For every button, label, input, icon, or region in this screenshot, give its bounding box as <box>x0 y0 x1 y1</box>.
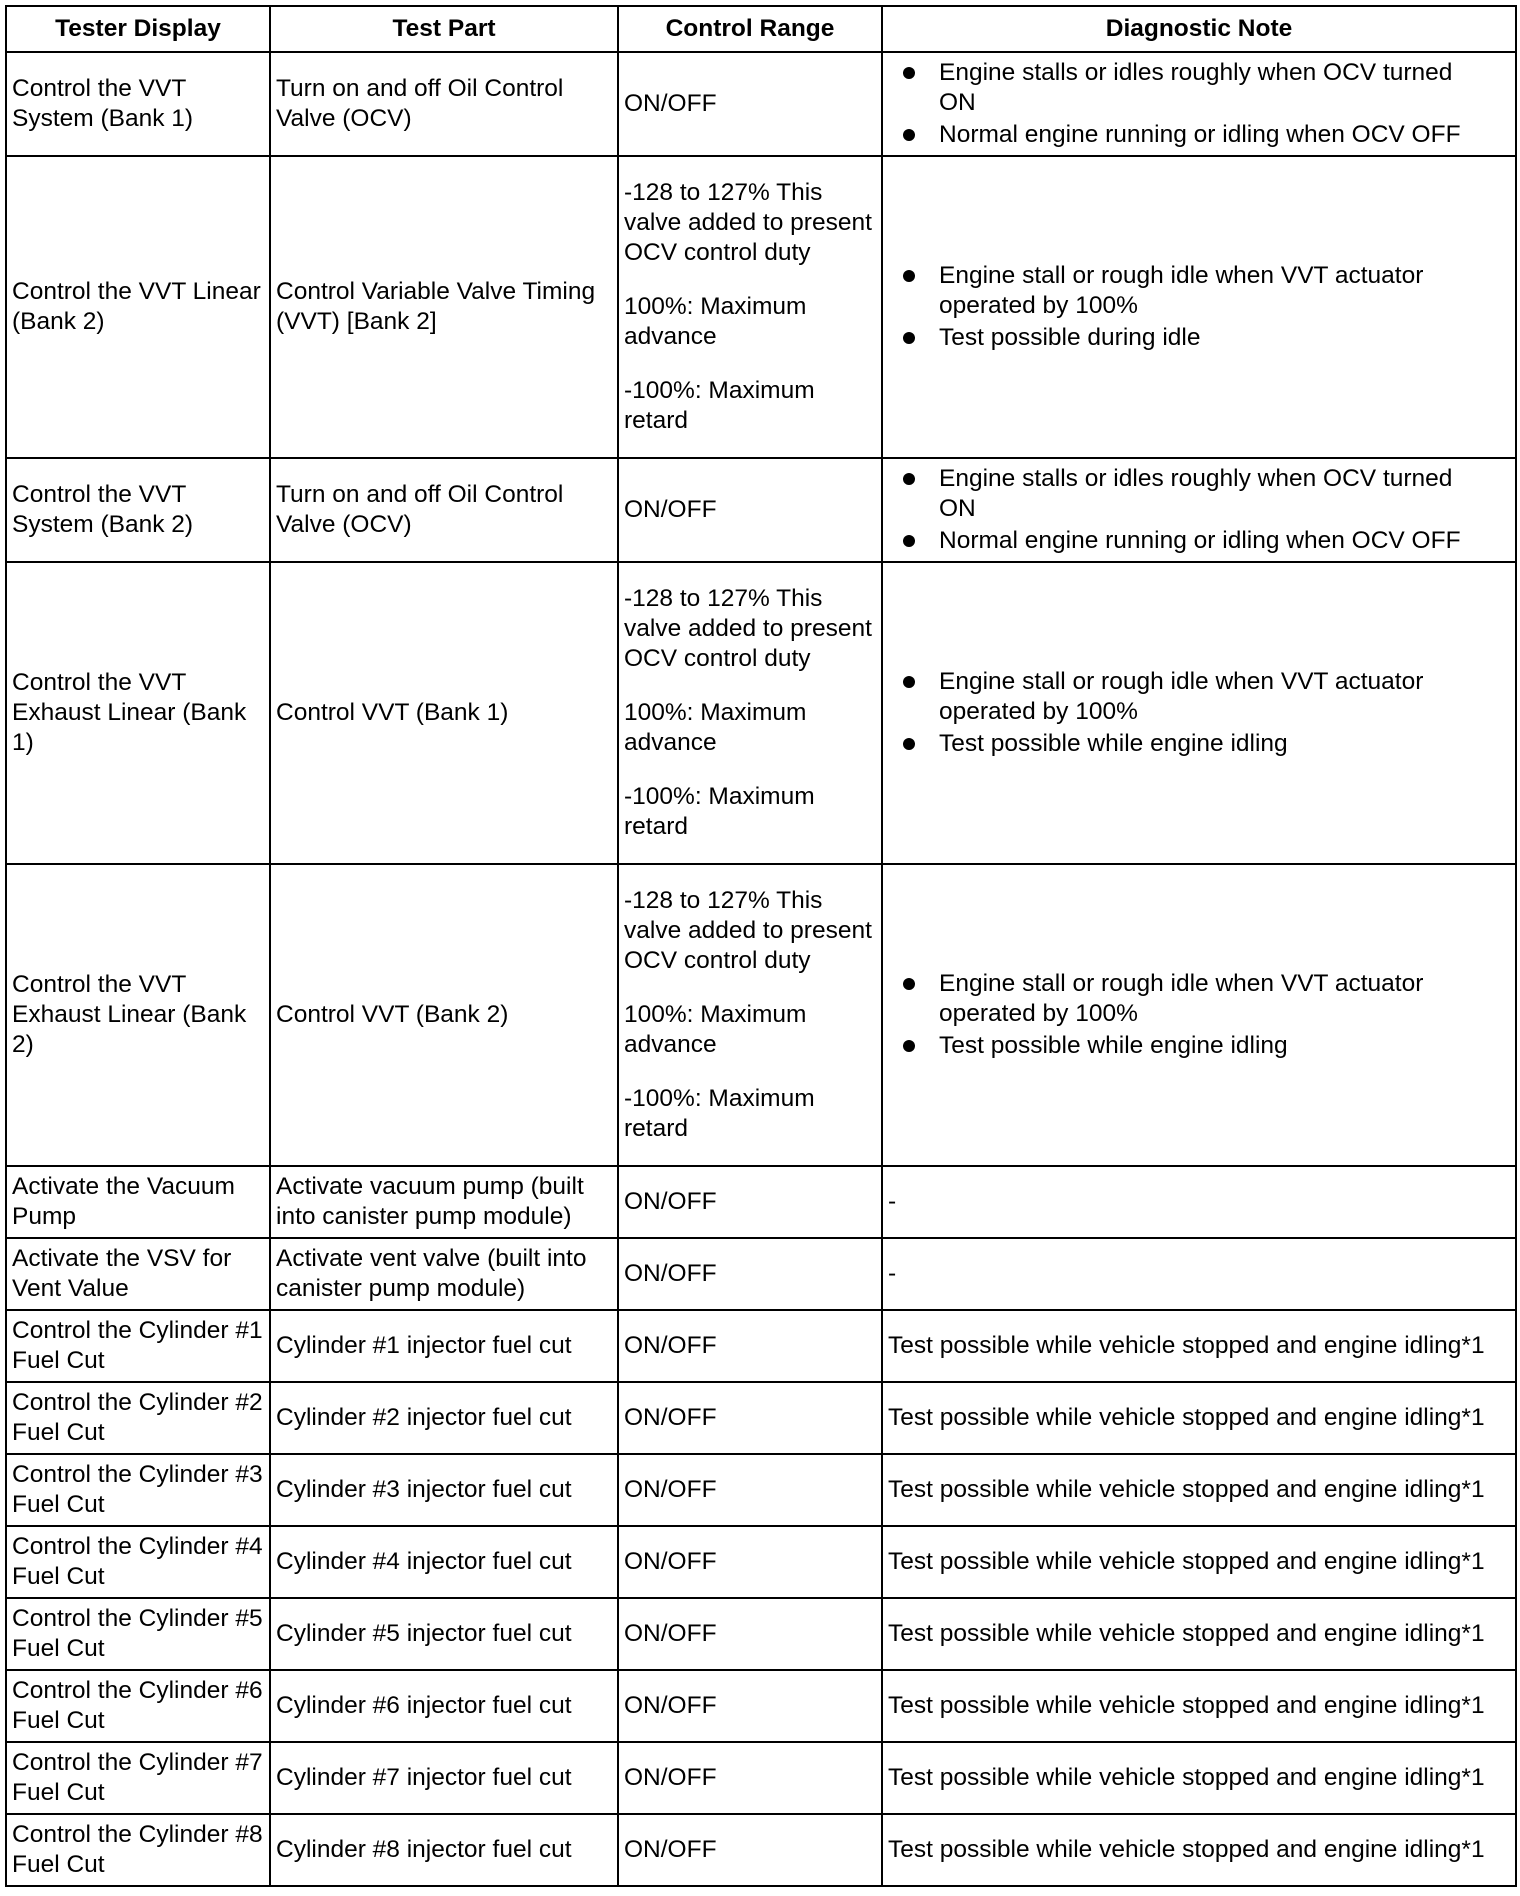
tester-display-cell: Control the Cylinder #3 Fuel Cut <box>6 1454 270 1526</box>
control-range-line: ON/OFF <box>624 1620 717 1647</box>
table-row <box>6 458 1516 562</box>
diagnostic-note-cell: Test possible while vehicle stopped and engine idling*1 <box>882 1526 1516 1598</box>
header-control-range: Control Range <box>618 6 882 52</box>
diagnostic-note-item <box>903 261 1495 321</box>
diagnostic-note-cell: Test possible while vehicle stopped and engine idling*1 <box>882 1598 1516 1670</box>
test-part-cell: Control VVT (Bank 1) <box>270 562 618 864</box>
diagnostic-note-text: Engine stall or rough idle when VVT actuator operated by 100% <box>939 668 1424 725</box>
active-test-table <box>5 5 1517 1887</box>
table-row <box>6 1454 1516 1526</box>
tester-display-cell: Activate the Vacuum Pump <box>6 1166 270 1238</box>
table-row <box>6 52 1516 156</box>
diagnostic-note-list <box>903 969 1495 1061</box>
tester-display-cell: Control the Cylinder #7 Fuel Cut <box>6 1742 270 1814</box>
tester-display-cell: Control the VVT System (Bank 1) <box>6 52 270 156</box>
test-part-cell: Cylinder #2 injector fuel cut <box>270 1382 618 1454</box>
header-tester-display: Tester Display <box>6 6 270 52</box>
test-part-cell: Cylinder #6 injector fuel cut <box>270 1670 618 1742</box>
control-range-cell <box>618 1598 882 1670</box>
test-part-cell: Activate vacuum pump (built into canister pump module) <box>270 1166 618 1238</box>
diagnostic-note-cell: Test possible while vehicle stopped and engine idling*1 <box>882 1742 1516 1814</box>
tester-display-cell: Control the Cylinder #2 Fuel Cut <box>6 1382 270 1454</box>
diagnostic-note-cell <box>882 458 1516 562</box>
bullet-icon <box>903 332 915 344</box>
test-part-cell: Control Variable Valve Timing (VVT) [Bank 2] <box>270 156 618 458</box>
diagnostic-note-cell: - <box>882 1166 1516 1238</box>
diagnostic-note-cell <box>882 562 1516 864</box>
table-row <box>6 1598 1516 1670</box>
diagnostic-note-cell: - <box>882 1238 1516 1310</box>
control-range-cell <box>618 1310 882 1382</box>
control-range-line: 100%: Maximum advance <box>624 293 807 350</box>
control-range-line: ON/OFF <box>624 1836 717 1863</box>
control-range-line: -128 to 127% This valve added to present OCV control duty <box>624 585 872 672</box>
diagnostic-note-text: Test possible while engine idling <box>939 730 1288 757</box>
control-range-line: ON/OFF <box>624 1188 717 1215</box>
test-part-cell: Cylinder #5 injector fuel cut <box>270 1598 618 1670</box>
tester-display-cell: Control the VVT System (Bank 2) <box>6 458 270 562</box>
control-range-cell <box>618 52 882 156</box>
diagnostic-note-cell: Test possible while vehicle stopped and engine idling*1 <box>882 1670 1516 1742</box>
control-range-line: ON/OFF <box>624 1260 717 1287</box>
table-row <box>6 1814 1516 1886</box>
diagnostic-note-cell <box>882 864 1516 1166</box>
bullet-icon <box>903 738 915 750</box>
control-range-line: 100%: Maximum advance <box>624 1001 807 1058</box>
control-range-cell <box>618 1670 882 1742</box>
diagnostic-note-item <box>903 323 1495 353</box>
tester-display-cell: Control the VVT Linear (Bank 2) <box>6 156 270 458</box>
table-row <box>6 156 1516 458</box>
control-range-line: ON/OFF <box>624 1548 717 1575</box>
table-row <box>6 1310 1516 1382</box>
diagnostic-note-text: Engine stall or rough idle when VVT actuator operated by 100% <box>939 262 1424 319</box>
diagnostic-note-item <box>903 1031 1495 1061</box>
diagnostic-note-text: Test possible during idle <box>939 324 1201 351</box>
table-row <box>6 562 1516 864</box>
diagnostic-note-text: Test possible while engine idling <box>939 1032 1288 1059</box>
control-range-cell <box>618 1814 882 1886</box>
diagnostic-note-text: Engine stalls or idles roughly when OCV turned ON <box>939 59 1453 116</box>
bullet-icon <box>903 978 915 990</box>
test-part-cell: Cylinder #1 injector fuel cut <box>270 1310 618 1382</box>
control-range-line: -128 to 127% This valve added to present OCV control duty <box>624 887 872 974</box>
control-range-cell <box>618 1526 882 1598</box>
test-part-cell: Activate vent valve (built into canister pump module) <box>270 1238 618 1310</box>
control-range-line: ON/OFF <box>624 496 717 523</box>
control-range-line: ON/OFF <box>624 1764 717 1791</box>
table-row <box>6 1166 1516 1238</box>
control-range-line: -128 to 127% This valve added to present OCV control duty <box>624 179 872 266</box>
diagnostic-note-text: Normal engine running or idling when OCV OFF <box>939 527 1461 554</box>
test-part-cell: Cylinder #3 injector fuel cut <box>270 1454 618 1526</box>
test-part-cell: Turn on and off Oil Control Valve (OCV) <box>270 458 618 562</box>
diagnostic-note-item <box>903 120 1495 150</box>
diagnostic-note-list <box>903 261 1495 353</box>
diagnostic-note-list <box>903 464 1495 556</box>
tester-display-cell: Control the Cylinder #5 Fuel Cut <box>6 1598 270 1670</box>
diagnostic-note-item <box>903 667 1495 727</box>
bullet-icon <box>903 1040 915 1052</box>
diagnostic-note-item <box>903 464 1495 524</box>
control-range-line: -100%: Maximum retard <box>624 1085 815 1142</box>
table-row <box>6 1382 1516 1454</box>
control-range-cell <box>618 562 882 864</box>
diagnostic-note-item <box>903 526 1495 556</box>
bullet-icon <box>903 270 915 282</box>
control-range-cell <box>618 1382 882 1454</box>
diagnostic-note-cell: Test possible while vehicle stopped and engine idling*1 <box>882 1454 1516 1526</box>
control-range-line: ON/OFF <box>624 1332 717 1359</box>
tester-display-cell: Control the Cylinder #8 Fuel Cut <box>6 1814 270 1886</box>
control-range-cell <box>618 156 882 458</box>
test-part-cell: Cylinder #4 injector fuel cut <box>270 1526 618 1598</box>
tester-display-cell: Control the Cylinder #1 Fuel Cut <box>6 1310 270 1382</box>
control-range-cell <box>618 1742 882 1814</box>
bullet-icon <box>903 535 915 547</box>
table-row <box>6 864 1516 1166</box>
diagnostic-note-cell <box>882 52 1516 156</box>
diagnostic-note-text: Engine stall or rough idle when VVT actuator operated by 100% <box>939 970 1424 1027</box>
control-range-line: ON/OFF <box>624 90 717 117</box>
bullet-icon <box>903 676 915 688</box>
tester-display-cell: Control the VVT Exhaust Linear (Bank 2) <box>6 864 270 1166</box>
control-range-cell <box>618 864 882 1166</box>
diagnostic-note-list <box>903 667 1495 759</box>
diagnostic-note-cell: Test possible while vehicle stopped and engine idling*1 <box>882 1382 1516 1454</box>
control-range-line: -100%: Maximum retard <box>624 377 815 434</box>
header-test-part: Test Part <box>270 6 618 52</box>
test-part-cell: Cylinder #7 injector fuel cut <box>270 1742 618 1814</box>
diagnostic-note-text: Engine stalls or idles roughly when OCV turned ON <box>939 465 1453 522</box>
control-range-cell <box>618 1454 882 1526</box>
diagnostic-note-cell <box>882 156 1516 458</box>
table-header-row <box>6 6 1516 52</box>
test-part-cell: Control VVT (Bank 2) <box>270 864 618 1166</box>
tester-display-cell: Control the VVT Exhaust Linear (Bank 1) <box>6 562 270 864</box>
tester-display-cell: Control the Cylinder #4 Fuel Cut <box>6 1526 270 1598</box>
control-range-line: -100%: Maximum retard <box>624 783 815 840</box>
control-range-line: 100%: Maximum advance <box>624 699 807 756</box>
header-diagnostic-note: Diagnostic Note <box>882 6 1516 52</box>
control-range-line: ON/OFF <box>624 1692 717 1719</box>
diagnostic-note-list <box>903 58 1495 150</box>
tester-display-cell: Activate the VSV for Vent Value <box>6 1238 270 1310</box>
table-row <box>6 1238 1516 1310</box>
test-part-cell: Cylinder #8 injector fuel cut <box>270 1814 618 1886</box>
diagnostic-note-cell: Test possible while vehicle stopped and engine idling*1 <box>882 1310 1516 1382</box>
table-row <box>6 1742 1516 1814</box>
test-part-cell: Turn on and off Oil Control Valve (OCV) <box>270 52 618 156</box>
diagnostic-note-item <box>903 729 1495 759</box>
bullet-icon <box>903 473 915 485</box>
control-range-line: ON/OFF <box>624 1476 717 1503</box>
control-range-cell <box>618 1238 882 1310</box>
tester-display-cell: Control the Cylinder #6 Fuel Cut <box>6 1670 270 1742</box>
diagnostic-note-item <box>903 969 1495 1029</box>
table-row <box>6 1526 1516 1598</box>
bullet-icon <box>903 129 915 141</box>
control-range-cell <box>618 458 882 562</box>
diagnostic-note-cell: Test possible while vehicle stopped and engine idling*1 <box>882 1814 1516 1886</box>
bullet-icon <box>903 67 915 79</box>
diagnostic-note-text: Normal engine running or idling when OCV OFF <box>939 121 1461 148</box>
diagnostic-note-item <box>903 58 1495 118</box>
control-range-line: ON/OFF <box>624 1404 717 1431</box>
control-range-cell <box>618 1166 882 1238</box>
table-row <box>6 1670 1516 1742</box>
